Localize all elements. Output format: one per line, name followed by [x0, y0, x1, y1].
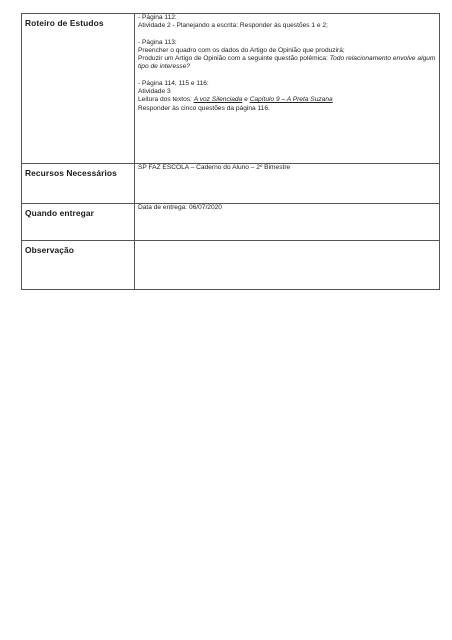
study-plan-sheet [21, 13, 440, 290]
polemic-question: Todo relacionamento envolve algum tipo de interesse? [138, 55, 436, 71]
page-113-task-2-text: Produzir um Artigo de Opinião com a seguinte questão polêmica: [138, 55, 330, 63]
answer-questions: Responder às cinco questões da página 116. [138, 104, 270, 112]
recursos-value: SP FAZ ESCOLA – Caderno do Aluno – 2º Bimestre [135, 164, 440, 204]
reading-connector: e [242, 96, 250, 104]
page-112-heading: - Página 112: [138, 14, 177, 21]
study-plan-table [21, 13, 440, 290]
page-113-heading: - Página 113: [138, 38, 177, 46]
text-a-preta-suzana: Capítulo 9 – A Preta Suzana [249, 96, 333, 104]
row-recursos [22, 164, 440, 204]
observacao-value [135, 241, 440, 290]
observacao-label: Observação [22, 241, 135, 290]
entrega-label: Quando entregar [22, 204, 135, 241]
activity-3: Atividade 3 [138, 88, 171, 96]
text-a-voz-silenciada: A voz Silenciada [193, 96, 243, 104]
entrega-value: Data de entrega: 06/07/2020 [135, 204, 440, 241]
row-observacao [22, 241, 440, 290]
page-113-task-2 [138, 55, 436, 72]
page-113-task-1: Preencher o quadro com os dados do Artigo de Opinião que produzirá; [138, 46, 345, 54]
row-roteiro [22, 14, 440, 164]
roteiro-label: Roteiro de Estudos [22, 14, 135, 164]
reading-line [138, 96, 436, 104]
page-114-heading: - Página 114, 115 e 116: [138, 79, 209, 87]
reading-prefix: Leitura dos textos: [138, 96, 194, 104]
row-entrega [22, 204, 440, 241]
recursos-label: Recursos Necessários [22, 164, 135, 204]
page-112-task: Atividade 2 - Planejando a escrita: Responder às questões 1 e 2; [138, 22, 328, 30]
roteiro-content [135, 14, 440, 164]
